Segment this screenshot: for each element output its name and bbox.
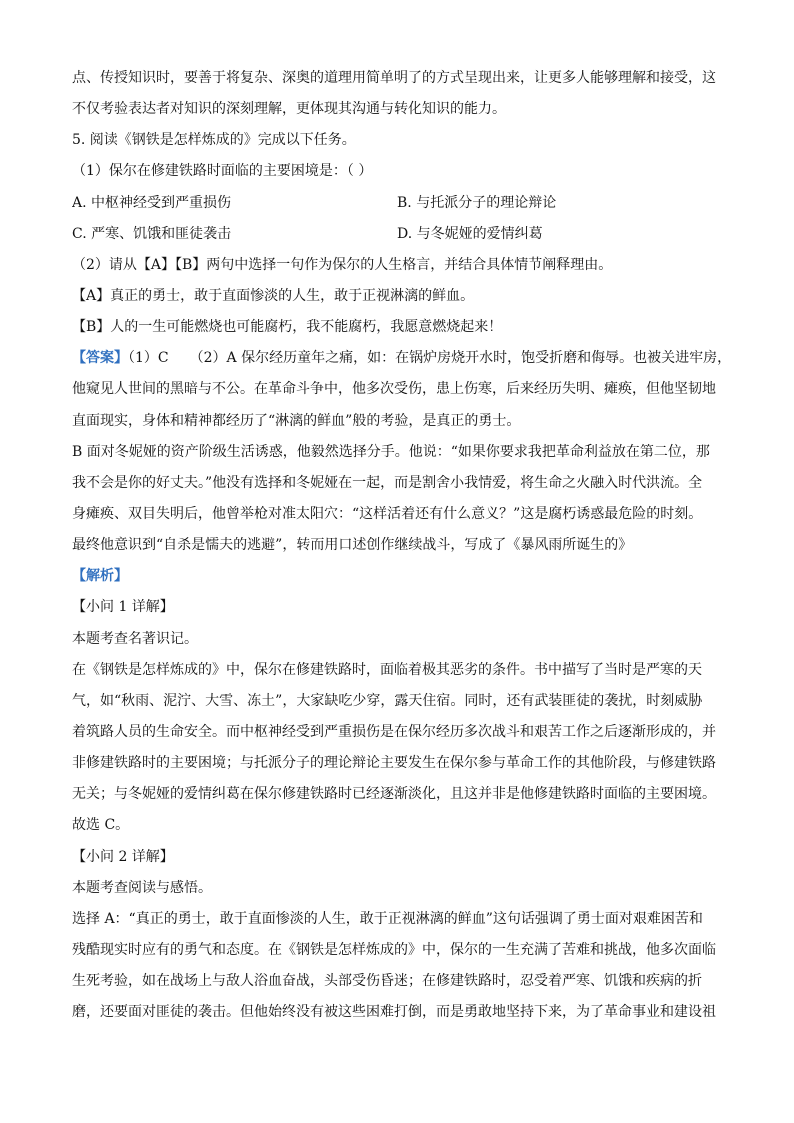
answer-line: B 面对冬妮娅的资产阶级生活诱惑，他毅然选择分手。他说：“如果你要求我把革命利益放在第二位，那 xyxy=(72,443,710,460)
text-line: 点、传授知识时，要善于将复杂、深奥的道理用简单明了的方式呈现出来，让更多人能够理解和接受，这 xyxy=(72,70,716,86)
option-b: B. 与托派分子的理论辩论 xyxy=(397,194,557,211)
sub1-title: 【小问 1 详解】 xyxy=(72,599,174,616)
sub1-line: 气，如“秋雨、泥泞、大雪、冻土”，大家缺吃少穿，露天住宿。同时，还有武装匪徒的袭扰，时刻威胁 xyxy=(72,692,703,709)
answer-line: 直面现实，身体和精神都经历了“淋漓的鲜血”般的考验，是真正的勇士。 xyxy=(72,412,521,429)
analysis-tag: 【解析】 xyxy=(72,568,128,585)
sub2-line: 生死考验，如在战场上与敌人浴血奋战，头部受伤昏迷；在修建铁路时，忍受着严寒、饥饿和疾病的折 xyxy=(72,973,702,990)
option-a: A. 中枢神经受到严重损伤 xyxy=(72,194,232,211)
answer-line: 他窥见人世间的黑暗与不公。在革命斗争中，他多次受伤，患上伤寒，后来经历失明、瘫痪，但他坚韧地 xyxy=(72,381,716,398)
sub2-title: 【小问 2 详解】 xyxy=(72,848,174,865)
quote-a: 【A】真正的勇士，敢于直面惨淡的人生，敢于正视淋漓的鲜血。 xyxy=(72,287,475,304)
sub1-line: 故选 C。 xyxy=(72,817,130,834)
sub1-line: 非修建铁路时的主要困境；与托派分子的理论辩论主要发生在保尔参与革命工作的其他阶段，与修建铁路 xyxy=(72,755,716,772)
text-line: 不仅考验表达者对知识的深刻理解，更体现其沟通与转化知识的能力。 xyxy=(72,101,506,118)
answer-line: 身瘫痪、双目失明后，他曾举枪对准太阳穴：“这样活着还有什么意义？”这是腐朽诱惑最危险的时刻。 xyxy=(72,505,703,522)
options-row-1 xyxy=(72,188,732,219)
sub2-line: 选择 A：“真正的勇士，敢于直面惨淡的人生，敢于正视淋漓的鲜血”这句话强调了勇士面对艰难困苦和 xyxy=(72,910,703,927)
sub-question-2: （2）请从【A】【B】两句中选择一句作为保尔的人生格言，并结合具体情节阐释理由。 xyxy=(72,256,613,273)
sub1-line: 本题考查名著识记。 xyxy=(72,630,198,647)
sub2-line: 本题考查阅读与感悟。 xyxy=(72,879,212,896)
sub1-line: 无关；与冬妮娅的爱情纠葛在保尔修建铁路时已经逐渐淡化，且这并非是他修建铁路时面临的主要困境。 xyxy=(72,786,716,803)
answer-line: 我不会是你的好丈夫。”他没有选择和冬妮娅在一起，而是割舍小我情爱，将生命之火融入时代洪流。全 xyxy=(72,474,703,491)
sub1-line: 着筑路人员的生命安全。而中枢神经受到严重损伤是在保尔经历多次战斗和艰苦工作之后逐渐形成的，并 xyxy=(72,723,716,740)
sub-question-1: （1）保尔在修建铁路时面临的主要困境是：（ ） xyxy=(72,163,373,180)
option-c: C. 严寒、饥饿和匪徒袭击 xyxy=(72,225,232,242)
quote-b: 【B】人的一生可能燃烧也可能腐朽，我不能腐朽，我愿意燃烧起来！ xyxy=(72,319,503,336)
question-5-title: 5. 阅读《钢铁是怎样炼成的》完成以下任务。 xyxy=(72,132,356,149)
document-body xyxy=(72,63,732,1028)
sub1-line: 在《钢铁是怎样炼成的》中，保尔在修建铁路时，面临着极其恶劣的条件。书中描写了当时是严寒的天 xyxy=(72,661,702,678)
answer-first-line xyxy=(72,343,732,374)
sub2-line: 磨，还要面对匪徒的袭击。但他始终没有被这些困难打倒，而是勇敢地坚持下来，为了革命事业和建设祖 xyxy=(72,1004,716,1021)
sub2-line: 残酷现实时应有的勇气和态度。在《钢铁是怎样炼成的》中，保尔的一生充满了苦难和挑战，他多次面临 xyxy=(72,941,716,958)
answer-line: 最终他意识到“自杀是懦夫的逃避”，转而用口述创作继续战斗，写成了《暴风雨所诞生的》 xyxy=(72,537,633,554)
option-d: D. 与冬妮娅的爱情纠葛 xyxy=(397,225,543,242)
answer-tag: 【答案】 xyxy=(72,350,128,367)
options-row-2 xyxy=(72,219,732,250)
analysis-heading xyxy=(72,561,732,592)
answer-text: （1）C （2）A 保尔经历童年之痛，如：在锅炉房烧开水时，饱受折磨和侮辱。也被关进牢房， xyxy=(128,350,732,367)
